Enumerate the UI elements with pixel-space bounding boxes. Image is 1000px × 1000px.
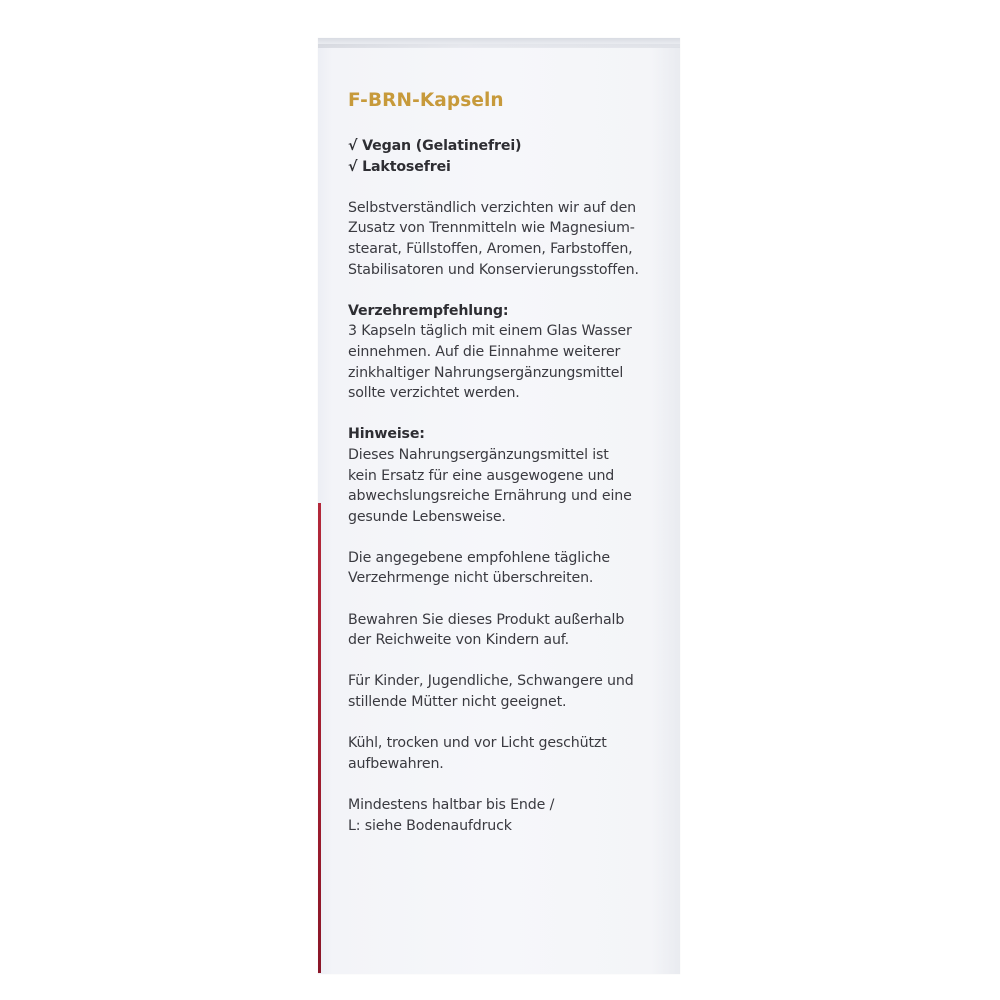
warning-line: Für Kinder, Jugendliche, Schwangere und (348, 673, 634, 690)
warning-line: Die angegebene empfohlene tägliche (348, 549, 610, 566)
notes-line: gesunde Lebensweise. (348, 508, 506, 525)
dosage-line: zinkhaltiger Nahrungsergänzungsmittel (348, 364, 624, 381)
intro-line: Selbstverständlich verzichten wir auf den (348, 199, 637, 216)
best-before-line: L: siehe Bodenaufdruck (348, 817, 512, 834)
feature-vegan: √ Vegan (Gelatinefrei) (348, 138, 522, 154)
dosage-line: einnehmen. Auf die Einnahme weiterer (348, 343, 621, 360)
warning-line: stillende Mütter nicht geeignet. (348, 694, 567, 711)
best-before-note (348, 795, 668, 836)
package-label-text (348, 89, 668, 836)
feature-checklist (348, 136, 668, 177)
warning-line: Verzehrmenge nicht überschreiten. (348, 570, 594, 587)
product-title: F-BRN-Kapseln (348, 90, 504, 111)
intro-paragraph (348, 198, 668, 280)
notes-heading: Hinweise: (348, 426, 425, 443)
dosage-heading: Verzehrempfehlung: (348, 302, 509, 319)
dosage-section (348, 301, 668, 404)
notes-line: abwechslungsreiche Ernährung und eine (348, 488, 632, 505)
storage-line: Kühl, trocken und vor Licht geschützt (348, 735, 607, 752)
warning-line: der Reichweite von Kindern auf. (348, 632, 569, 649)
package-top-flap (318, 44, 680, 48)
warning-max-dose (348, 548, 668, 589)
best-before-line: Mindestens haltbar bis Ende / (348, 797, 555, 813)
notes-section (348, 424, 668, 527)
notes-line: kein Ersatz für eine ausgewogene und (348, 467, 615, 484)
warning-line: Bewahren Sie dieses Produkt außerhalb (348, 611, 625, 628)
intro-line: Stabilisatoren und Konservierungsstoffen. (348, 261, 639, 278)
feature-lactose-free: √ Laktosefrei (348, 158, 451, 175)
warning-children (348, 610, 668, 651)
storage-instructions (348, 733, 668, 774)
intro-line: Zusatz von Trennmitteln wie Magnesium- (348, 220, 635, 237)
warning-unsuitable (348, 671, 668, 712)
dosage-line: 3 Kapseln täglich mit einem Glas Wasser (348, 323, 632, 340)
notes-line: Dieses Nahrungsergänzungsmittel ist (348, 446, 609, 463)
intro-line: stearat, Füllstoffen, Aromen, Farbstoffen, (348, 240, 633, 257)
package-red-stripe (318, 503, 321, 973)
dosage-line: sollte verzichtet werden. (348, 385, 520, 402)
storage-line: aufbewahren. (348, 755, 444, 772)
